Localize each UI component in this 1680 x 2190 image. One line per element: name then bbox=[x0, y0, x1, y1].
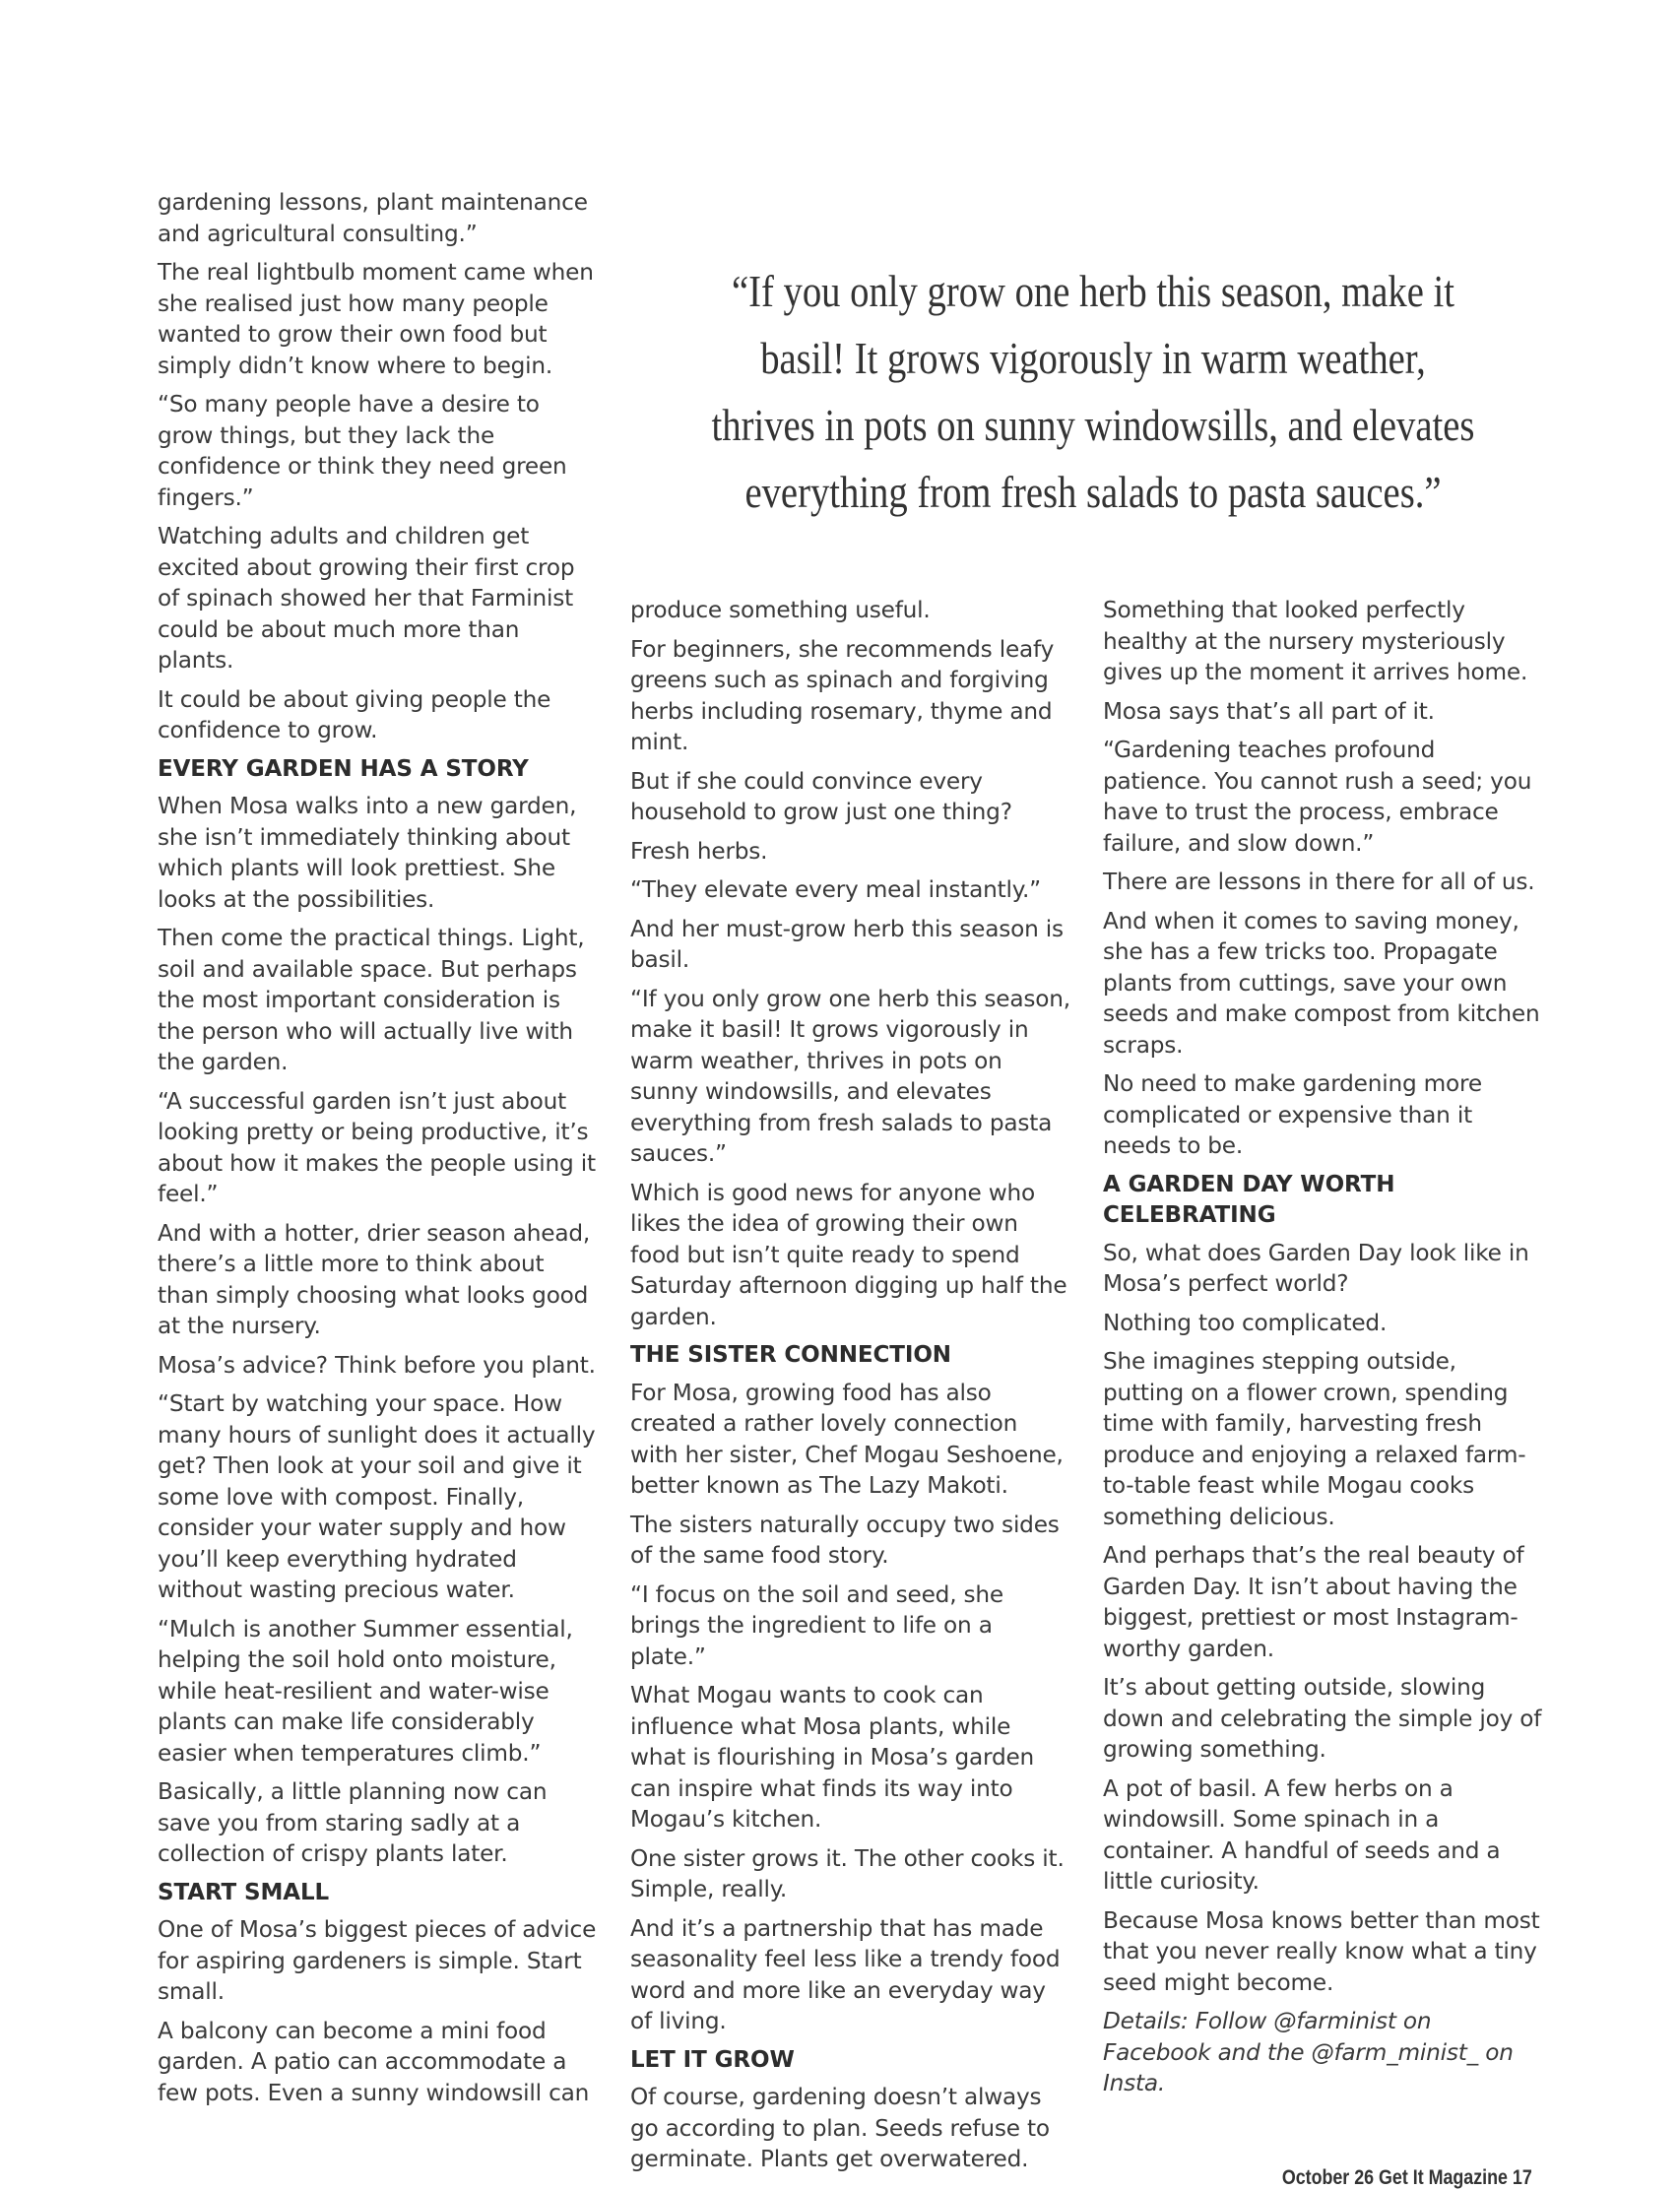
section-heading: START SMALL bbox=[158, 1879, 330, 1905]
body-paragraph: And with a hotter, drier season ahead, there’s a little more to think about than simply choosing what looks good at the nursery. bbox=[158, 1219, 591, 1339]
body-paragraph: Then come the practical things. Light, soil and available space. But perhaps the most important consideration is the person who will actually live with the garden. bbox=[158, 925, 585, 1075]
article-column-2 bbox=[630, 595, 1071, 2183]
section-heading: EVERY GARDEN HAS A STORY bbox=[158, 755, 529, 782]
body-paragraph: Nothing too complicated. bbox=[1103, 1309, 1388, 1336]
body-paragraph: “Start by watching your space. How many hours of sunlight does it actually get? Then look at your soil and give it some love with compost. Finally, consider your water supply and how you’ll keep everything hydrated without wasting precious water. bbox=[158, 1390, 596, 1603]
body-paragraph: Watching adults and children get excited about growing their first crop of spinach showed her that Farminist could be about much more than plants. bbox=[158, 523, 575, 674]
body-paragraph: There are lessons in there for all of us. bbox=[1103, 869, 1535, 895]
body-paragraph: Fresh herbs. bbox=[630, 837, 768, 865]
body-paragraph: A pot of basil. A few herbs on a windowsill. Some spinach in a container. A handful of seeds and a little curiosity. bbox=[1103, 1774, 1501, 1895]
body-paragraph: “So many people have a desire to grow things, but they lack the confidence or think they need green fingers.” bbox=[158, 391, 567, 511]
body-paragraph: gardening lessons, plant maintenance and agricultural consulting.” bbox=[158, 189, 588, 247]
body-paragraph: Because Mosa knows better than most that you never really know what a tiny seed might become. bbox=[1103, 1906, 1540, 1996]
body-paragraph: It’s about getting outside, slowing down and celebrating the simple joy of growing something. bbox=[1103, 1674, 1542, 1763]
page-footer: October 26 Get It Magazine 17 bbox=[1282, 2166, 1532, 2189]
section-heading: A GARDEN DAY WORTH CELEBRATING bbox=[1103, 1171, 1395, 1228]
body-paragraph: And when it comes to saving money, she has a few tricks too. Propagate plants from cuttings, save your own seeds and make compost from kitchen scraps. bbox=[1103, 907, 1540, 1059]
body-paragraph: “A successful garden isn’t just about looking pretty or being productive, it’s about how it makes the people using it feel.” bbox=[158, 1087, 596, 1207]
section-heading: THE SISTER CONNECTION bbox=[630, 1342, 951, 1368]
pull-quote: “If you only grow one herb this season, make it basil! It grows vigorously in warm weather, thrives in pots on sunny windowsills, and elevates everything from fresh salads to pasta sauces.” bbox=[711, 266, 1475, 517]
section-heading: LET IT GROW bbox=[630, 2046, 795, 2073]
body-paragraph: Mosa’s advice? Think before you plant. bbox=[158, 1351, 596, 1379]
details-note: Details: Follow @farminist on Facebook and the @farm_minist_ on Insta. bbox=[1103, 2008, 1514, 2096]
body-paragraph: Of course, gardening doesn’t always go according to plan. Seeds refuse to germinate. Plants get overwatered. bbox=[630, 2084, 1050, 2172]
body-paragraph: “If you only grow one herb this season, make it basil! It grows vigorously in warm weather, thrives in pots on sunny windowsills, and elevates everything from fresh salads to pasta sauces.” bbox=[630, 985, 1070, 1167]
body-paragraph: What Mogau wants to cook can influence what Mosa plants, while what is flourishing in Mosa’s garden can inspire what finds its way into Mogau’s kitchen. bbox=[630, 1682, 1035, 1833]
article-column-1 bbox=[158, 187, 599, 2116]
body-paragraph: The real lightbulb moment came when she realised just how many people wanted to grow their own food but simply didn’t know where to begin. bbox=[158, 259, 594, 379]
body-paragraph: And perhaps that’s the real beauty of Garden Day. It isn’t about having the biggest, prettiest or most Instagram-worthy garden. bbox=[1103, 1542, 1524, 1662]
body-paragraph: Basically, a little planning now can save you from staring sadly at a collection of crispy plants later. bbox=[158, 1778, 548, 1867]
article-column-3 bbox=[1103, 595, 1544, 2107]
body-paragraph: It could be about giving people the confidence to grow. bbox=[158, 685, 551, 743]
body-paragraph: One of Mosa’s biggest pieces of advice for aspiring gardeners is simple. Start small. bbox=[158, 1916, 597, 2005]
body-paragraph: “I focus on the soil and seed, she brings the ingredient to life on a plate.” bbox=[630, 1580, 1003, 1670]
body-paragraph: And it’s a partnership that has made seasonality feel less like a trendy food word and more like an everyday way of living. bbox=[630, 1914, 1061, 2034]
body-paragraph: And her must-grow herb this season is basil. bbox=[630, 915, 1064, 973]
body-paragraph: No need to make gardening more complicated or expensive than it needs to be. bbox=[1103, 1070, 1482, 1159]
body-paragraph: Something that looked perfectly healthy at the nursery mysteriously gives up the moment it arrives home. bbox=[1103, 597, 1528, 685]
body-paragraph: For Mosa, growing food has also created a rather lovely connection with her sister, Chef Mogau Seshoene, better known as The Lazy Makoti. bbox=[630, 1379, 1064, 1499]
body-paragraph: For beginners, she recommends leafy greens such as spinach and forgiving herbs including rosemary, thyme and mint. bbox=[630, 635, 1055, 755]
body-paragraph: “Mulch is another Summer essential, helping the soil hold onto moisture, while heat-resilient and water-wise plants can make life considerably easier when temperatures climb.” bbox=[158, 1615, 573, 1767]
body-paragraph: Mosa says that’s all part of it. bbox=[1103, 697, 1435, 725]
body-paragraph: When Mosa walks into a new garden, she isn’t immediately thinking about which plants will look prettiest. She looks at the possibilities. bbox=[158, 793, 577, 913]
body-paragraph: A balcony can become a mini food garden. A patio can accommodate a few pots. Even a sunny windowsill can bbox=[158, 2017, 590, 2106]
body-paragraph: But if she could convince every household to grow just one thing? bbox=[630, 767, 1012, 825]
body-paragraph: Which is good news for anyone who likes the idea of growing their own food but isn’t quite ready to spend Saturday afternoon digging up half the garden. bbox=[630, 1179, 1067, 1330]
body-paragraph: One sister grows it. The other cooks it. Simple, really. bbox=[630, 1844, 1065, 1902]
body-paragraph: So, what does Garden Day look like in Mosa’s perfect world? bbox=[1103, 1239, 1529, 1297]
body-paragraph: “They elevate every meal instantly.” bbox=[630, 876, 1041, 903]
body-paragraph: produce something useful. bbox=[630, 597, 931, 623]
body-paragraph: The sisters naturally occupy two sides of the same food story. bbox=[630, 1511, 1060, 1569]
body-paragraph: She imagines stepping outside, putting on a flower crown, spending time with family, harvesting fresh produce and enjoying a relaxed farm-to-table feast while Mogau cooks something delicious. bbox=[1103, 1348, 1526, 1530]
body-paragraph: “Gardening teaches profound patience. You cannot rush a seed; you have to trust the process, embrace failure, and slow down.” bbox=[1103, 737, 1532, 857]
